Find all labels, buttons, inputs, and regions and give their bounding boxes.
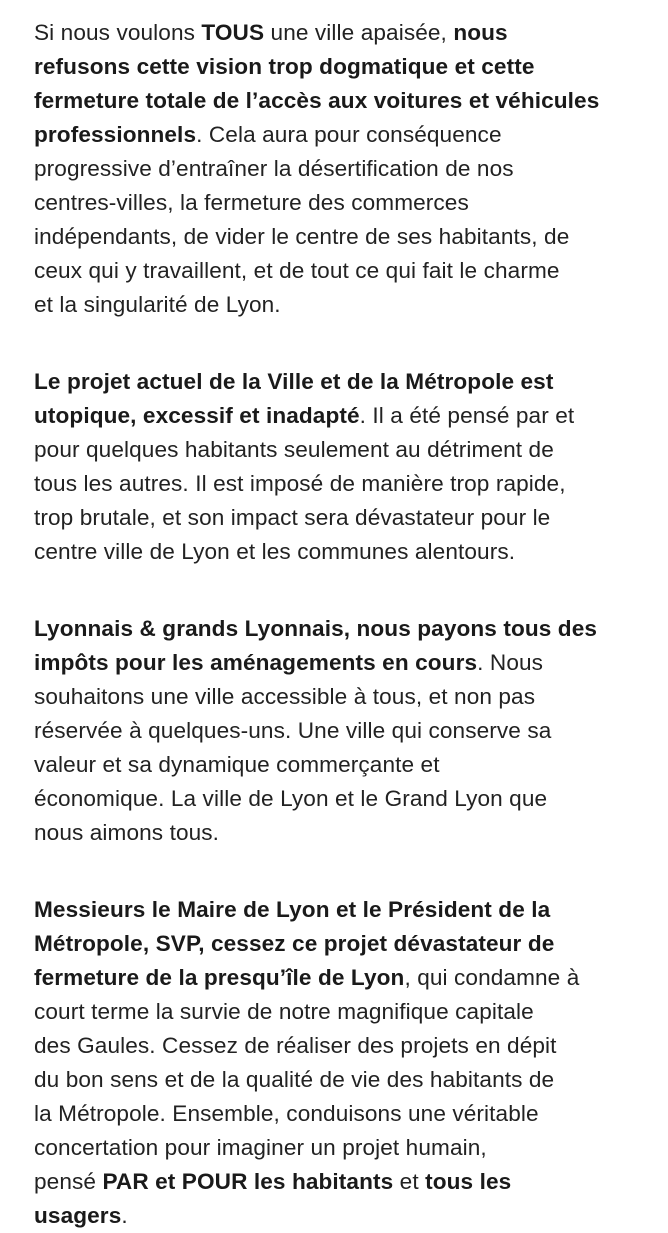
bold-text: refusons cette vision trop dogmatique et cette [34,54,535,79]
text-span: pensé [34,1169,103,1194]
text-span: économique. La ville de Lyon et le Grand Lyon que [34,786,548,811]
text-span: , qui condamne à [404,965,580,990]
text-line [34,927,646,961]
text-span: . Cela aura pour conséquence [196,122,502,147]
text-span: . Nous [477,650,544,675]
text-span: une ville apaisée, [264,20,454,45]
bold-text: usagers [34,1203,122,1228]
text-line [34,50,646,84]
text-line [34,816,646,850]
text-span: indépendants, de vider le centre de ses habitants, de [34,224,570,249]
text-line [34,365,646,399]
text-span: des Gaules. Cessez de réaliser des projets en dépit [34,1033,557,1058]
text-line [34,467,646,501]
bold-text: fermeture totale de l’accès aux voitures et véhicules [34,88,600,113]
text-line [34,782,646,816]
text-line [34,254,646,288]
bold-text: fermeture de la presqu’île de Lyon [34,965,405,990]
paragraph-3 [34,612,646,850]
text-line [34,961,646,995]
text-line [34,118,646,152]
bold-text: utopique, excessif et inadapté [34,403,360,428]
text-line [34,1199,646,1233]
text-span: court terme la survie de notre magnifique capitale [34,999,534,1024]
text-span: progressive d’entraîner la désertification de nos [34,156,514,181]
paragraph-1 [34,16,646,322]
bold-text: professionnels [34,122,197,147]
text-span: réservée à quelques-uns. Une ville qui conserve sa [34,718,552,743]
text-line [34,1097,646,1131]
text-line [34,612,646,646]
text-line [34,152,646,186]
text-span: pour quelques habitants seulement au détriment de [34,437,554,462]
text-span: la Métropole. Ensemble, conduisons une véritable [34,1101,539,1126]
text-span: ceux qui y travaillent, et de tout ce qui fait le charme [34,258,560,283]
paragraph-2 [34,365,646,569]
paragraph-4 [34,893,646,1233]
text-line [34,186,646,220]
bold-text: PAR et POUR les habitants [102,1169,394,1194]
text-line [34,501,646,535]
bold-text: Messieurs le Maire de Lyon et le Président de la [34,897,551,922]
text-line [34,680,646,714]
document-body [34,16,646,1233]
text-span: et [393,1169,426,1194]
bold-text: Le projet actuel de la Ville et de la Métropole est [34,369,554,394]
text-span: valeur et sa dynamique commerçante et [34,752,440,777]
text-line [34,748,646,782]
text-line [34,16,646,50]
text-line [34,714,646,748]
text-line [34,288,646,322]
text-span: trop brutale, et son impact sera dévastateur pour le [34,505,551,530]
text-line [34,646,646,680]
text-span: et la singularité de Lyon. [34,292,281,317]
bold-text: Métropole, SVP, cessez ce projet dévastateur de [34,931,555,956]
text-span: centre ville de Lyon et les communes alentours. [34,539,516,564]
text-span: nous aimons tous. [34,820,220,845]
text-span: concertation pour imaginer un projet humain, [34,1135,487,1160]
text-line [34,995,646,1029]
bold-text: impôts pour les aménagements en cours [34,650,478,675]
text-line [34,433,646,467]
text-line [34,84,646,118]
text-span: souhaitons une ville accessible à tous, et non pas [34,684,536,709]
bold-text: nous [453,20,508,45]
text-span: . Il a été pensé par et [359,403,575,428]
text-line [34,1165,646,1199]
text-line [34,893,646,927]
text-span: centres-villes, la fermeture des commerces [34,190,469,215]
text-line [34,1063,646,1097]
text-line [34,399,646,433]
text-span: du bon sens et de la qualité de vie des habitants de [34,1067,555,1092]
text-line [34,220,646,254]
text-span: . [121,1203,128,1228]
text-line [34,1131,646,1165]
text-line [34,535,646,569]
text-span: Si nous voulons [34,20,202,45]
bold-text: TOUS [201,20,265,45]
bold-text: Lyonnais & grands Lyonnais, nous payons tous des [34,616,598,641]
bold-text: tous les [425,1169,512,1194]
text-line [34,1029,646,1063]
text-span: tous les autres. Il est imposé de manière trop rapide, [34,471,566,496]
